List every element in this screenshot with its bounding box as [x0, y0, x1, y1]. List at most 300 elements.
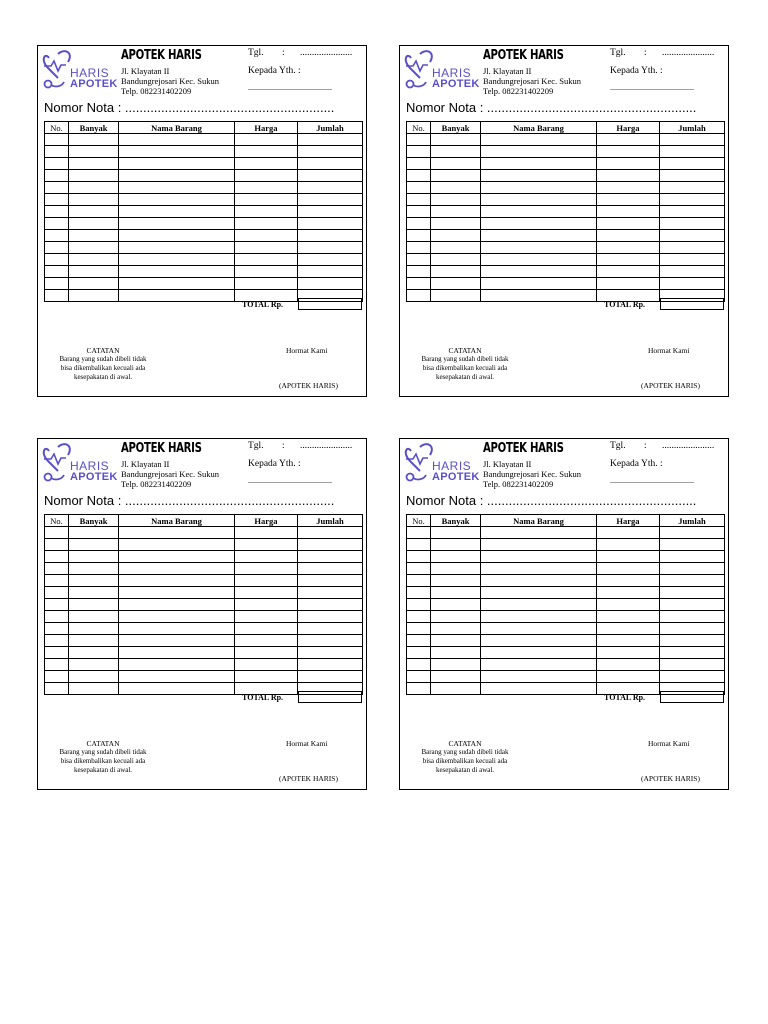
table-cell[interactable]	[119, 623, 235, 635]
table-cell[interactable]	[660, 575, 725, 587]
table-cell[interactable]	[481, 587, 597, 599]
table-cell[interactable]	[298, 218, 363, 230]
table-cell[interactable]	[660, 635, 725, 647]
table-cell[interactable]	[45, 575, 69, 587]
table-cell[interactable]	[45, 683, 69, 695]
table-cell[interactable]	[597, 539, 660, 551]
table-cell[interactable]	[481, 527, 597, 539]
table-cell[interactable]	[407, 218, 431, 230]
table-cell[interactable]	[431, 647, 481, 659]
table-cell[interactable]	[407, 683, 431, 695]
table-cell[interactable]	[69, 158, 119, 170]
table-cell[interactable]	[298, 146, 363, 158]
table-cell[interactable]	[660, 170, 725, 182]
table-cell[interactable]	[45, 254, 69, 266]
table-cell[interactable]	[660, 218, 725, 230]
table-cell[interactable]	[597, 206, 660, 218]
table-cell[interactable]	[481, 659, 597, 671]
table-cell[interactable]	[119, 158, 235, 170]
table-cell[interactable]	[431, 278, 481, 290]
table-cell[interactable]	[235, 671, 298, 683]
table-header-row	[407, 122, 725, 134]
table-cell[interactable]	[407, 290, 431, 302]
total-field[interactable]	[660, 298, 724, 310]
table-cell[interactable]	[69, 182, 119, 194]
table-cell[interactable]	[235, 539, 298, 551]
table-cell[interactable]	[597, 230, 660, 242]
table-cell[interactable]	[407, 635, 431, 647]
table-cell[interactable]	[597, 611, 660, 623]
table-cell[interactable]	[481, 635, 597, 647]
table-cell[interactable]	[481, 539, 597, 551]
table-cell[interactable]	[235, 218, 298, 230]
table-cell[interactable]	[45, 206, 69, 218]
table-row	[45, 170, 363, 182]
table-cell[interactable]	[481, 563, 597, 575]
table-cell[interactable]	[119, 146, 235, 158]
table-cell[interactable]	[660, 194, 725, 206]
table-cell[interactable]	[660, 146, 725, 158]
table-cell[interactable]	[597, 575, 660, 587]
table-cell[interactable]	[119, 218, 235, 230]
table-cell[interactable]	[69, 278, 119, 290]
table-cell[interactable]	[481, 611, 597, 623]
table-cell[interactable]	[660, 647, 725, 659]
table-cell[interactable]	[407, 671, 431, 683]
table-cell[interactable]	[69, 194, 119, 206]
table-cell[interactable]	[660, 611, 725, 623]
recipient-field[interactable]: ..........................................	[610, 476, 694, 485]
table-cell[interactable]	[235, 266, 298, 278]
table-cell[interactable]	[45, 563, 69, 575]
table-cell[interactable]	[119, 659, 235, 671]
table-cell[interactable]	[119, 635, 235, 647]
table-cell[interactable]	[660, 599, 725, 611]
table-cell[interactable]	[481, 254, 597, 266]
table-cell[interactable]	[431, 242, 481, 254]
table-cell[interactable]	[481, 266, 597, 278]
table-cell[interactable]	[45, 266, 69, 278]
table-cell[interactable]	[45, 539, 69, 551]
table-cell[interactable]	[407, 170, 431, 182]
table-cell[interactable]	[45, 242, 69, 254]
table-cell[interactable]	[660, 278, 725, 290]
table-cell[interactable]	[119, 599, 235, 611]
table-cell[interactable]	[407, 254, 431, 266]
table-cell[interactable]	[119, 290, 235, 302]
table-cell[interactable]	[119, 242, 235, 254]
table-cell[interactable]	[298, 242, 363, 254]
table-cell[interactable]	[597, 194, 660, 206]
table-cell[interactable]	[69, 230, 119, 242]
table-cell[interactable]	[481, 242, 597, 254]
table-cell[interactable]	[660, 134, 725, 146]
table-cell[interactable]	[660, 182, 725, 194]
table-cell[interactable]	[431, 146, 481, 158]
table-cell[interactable]	[298, 278, 363, 290]
table-cell[interactable]	[298, 611, 363, 623]
table-cell[interactable]	[481, 551, 597, 563]
table-cell[interactable]	[45, 587, 69, 599]
table-cell[interactable]	[235, 230, 298, 242]
table-cell[interactable]	[481, 218, 597, 230]
table-cell[interactable]	[69, 611, 119, 623]
recipient-field[interactable]: ..........................................	[248, 83, 332, 92]
table-cell[interactable]	[45, 194, 69, 206]
table-cell[interactable]	[119, 266, 235, 278]
table-cell[interactable]	[597, 587, 660, 599]
table-cell[interactable]	[235, 623, 298, 635]
table-cell[interactable]	[235, 170, 298, 182]
table-cell[interactable]	[119, 551, 235, 563]
table-cell[interactable]	[119, 230, 235, 242]
table-cell[interactable]	[407, 611, 431, 623]
table-cell[interactable]	[660, 527, 725, 539]
table-cell[interactable]	[431, 551, 481, 563]
table-cell[interactable]	[119, 254, 235, 266]
table-cell[interactable]	[69, 218, 119, 230]
table-cell[interactable]	[407, 551, 431, 563]
table-cell[interactable]	[407, 587, 431, 599]
table-cell[interactable]	[481, 182, 597, 194]
phone-number: Telp. 082231402209	[121, 86, 192, 96]
table-cell[interactable]	[298, 659, 363, 671]
logo-wordmark-haris: HARIS	[432, 459, 472, 473]
table-cell[interactable]	[119, 206, 235, 218]
table-cell[interactable]	[431, 182, 481, 194]
table-cell[interactable]	[235, 134, 298, 146]
table-cell[interactable]	[235, 575, 298, 587]
total-field[interactable]	[660, 691, 724, 703]
table-cell[interactable]	[45, 635, 69, 647]
table-cell[interactable]	[69, 683, 119, 695]
table-cell[interactable]	[481, 671, 597, 683]
table-cell[interactable]	[431, 206, 481, 218]
table-cell[interactable]	[69, 563, 119, 575]
table-cell[interactable]	[431, 563, 481, 575]
table-cell[interactable]	[431, 194, 481, 206]
table-cell[interactable]	[235, 659, 298, 671]
table-cell[interactable]	[235, 647, 298, 659]
table-cell[interactable]	[481, 683, 597, 695]
table-cell[interactable]	[481, 599, 597, 611]
table-cell[interactable]	[660, 659, 725, 671]
table-cell[interactable]	[298, 194, 363, 206]
table-cell[interactable]	[45, 671, 69, 683]
table-cell[interactable]	[235, 587, 298, 599]
table-cell[interactable]	[298, 254, 363, 266]
table-row	[407, 659, 725, 671]
table-cell[interactable]	[431, 611, 481, 623]
table-cell[interactable]	[235, 278, 298, 290]
table-cell[interactable]	[660, 623, 725, 635]
table-cell[interactable]	[407, 278, 431, 290]
table-cell[interactable]	[481, 170, 597, 182]
table-cell[interactable]	[660, 206, 725, 218]
table-cell[interactable]	[298, 230, 363, 242]
table-cell[interactable]	[660, 266, 725, 278]
date-label: Tgl.	[610, 48, 626, 58]
table-cell[interactable]	[119, 182, 235, 194]
table-cell[interactable]	[235, 599, 298, 611]
table-cell[interactable]	[298, 551, 363, 563]
table-cell[interactable]	[481, 290, 597, 302]
table-cell[interactable]	[45, 146, 69, 158]
table-cell[interactable]	[407, 647, 431, 659]
table-cell[interactable]	[597, 254, 660, 266]
table-cell[interactable]	[235, 563, 298, 575]
table-cell[interactable]	[119, 278, 235, 290]
table-cell[interactable]	[660, 254, 725, 266]
invoice-number[interactable]: Nomor Nota : ..........................................................	[406, 493, 697, 508]
table-cell[interactable]	[481, 134, 597, 146]
date-field[interactable]: ......................	[300, 48, 353, 58]
table-cell[interactable]	[45, 623, 69, 635]
table-cell[interactable]	[298, 170, 363, 182]
table-cell[interactable]	[45, 527, 69, 539]
table-cell[interactable]	[407, 659, 431, 671]
table-cell[interactable]	[481, 230, 597, 242]
date-field[interactable]: ......................	[662, 48, 715, 58]
table-cell[interactable]	[69, 266, 119, 278]
table-cell[interactable]	[298, 587, 363, 599]
table-cell[interactable]	[45, 230, 69, 242]
table-cell[interactable]	[119, 671, 235, 683]
table-cell[interactable]	[298, 539, 363, 551]
table-cell[interactable]	[481, 194, 597, 206]
table-cell[interactable]	[431, 266, 481, 278]
logo-wordmark-apotek: APOTEK	[432, 471, 480, 483]
table-cell[interactable]	[407, 206, 431, 218]
table-cell[interactable]	[235, 194, 298, 206]
table-cell[interactable]	[119, 170, 235, 182]
table-cell[interactable]	[298, 671, 363, 683]
table-cell[interactable]	[69, 170, 119, 182]
table-cell[interactable]	[45, 170, 69, 182]
table-cell[interactable]	[298, 647, 363, 659]
table-cell[interactable]	[119, 611, 235, 623]
table-cell[interactable]	[119, 587, 235, 599]
table-cell[interactable]	[431, 230, 481, 242]
table-cell[interactable]	[45, 551, 69, 563]
table-cell[interactable]	[597, 182, 660, 194]
table-cell[interactable]	[69, 587, 119, 599]
table-row	[45, 563, 363, 575]
table-cell[interactable]	[597, 635, 660, 647]
table-cell[interactable]	[597, 218, 660, 230]
table-cell[interactable]	[298, 623, 363, 635]
table-cell[interactable]	[431, 683, 481, 695]
table-cell[interactable]	[69, 254, 119, 266]
table-cell[interactable]	[298, 599, 363, 611]
table-cell[interactable]	[235, 158, 298, 170]
table-cell[interactable]	[69, 206, 119, 218]
table-cell[interactable]	[660, 587, 725, 599]
table-cell[interactable]	[660, 230, 725, 242]
table-cell[interactable]	[298, 134, 363, 146]
table-cell[interactable]	[597, 599, 660, 611]
table-cell[interactable]	[407, 563, 431, 575]
table-cell[interactable]	[431, 599, 481, 611]
table-cell[interactable]	[431, 134, 481, 146]
table-cell[interactable]	[597, 551, 660, 563]
table-cell[interactable]	[235, 146, 298, 158]
table-cell[interactable]	[69, 539, 119, 551]
table-cell[interactable]	[69, 599, 119, 611]
table-cell[interactable]	[431, 218, 481, 230]
table-cell[interactable]	[407, 230, 431, 242]
table-cell[interactable]	[298, 527, 363, 539]
table-cell[interactable]	[660, 242, 725, 254]
table-cell[interactable]	[69, 134, 119, 146]
date-field[interactable]: ......................	[662, 441, 715, 451]
table-cell[interactable]	[597, 146, 660, 158]
table-cell[interactable]	[407, 527, 431, 539]
table-cell[interactable]	[298, 575, 363, 587]
table-cell[interactable]	[69, 551, 119, 563]
table-cell[interactable]	[431, 527, 481, 539]
table-cell[interactable]	[481, 206, 597, 218]
table-cell[interactable]	[298, 563, 363, 575]
table-cell[interactable]	[481, 647, 597, 659]
phone-number: Telp. 082231402209	[483, 479, 554, 489]
recipient-field[interactable]: ..........................................	[610, 83, 694, 92]
table-cell[interactable]	[298, 182, 363, 194]
table-cell[interactable]	[298, 266, 363, 278]
table-cell[interactable]	[119, 527, 235, 539]
notes-text: Barang yang sudah dibeli tidak bisa dikembalikan kecuali ada kesepakatan di awal.	[59, 748, 147, 774]
table-cell[interactable]	[407, 146, 431, 158]
signature-name: (APOTEK HARIS)	[641, 774, 700, 783]
table-cell[interactable]	[597, 158, 660, 170]
table-cell[interactable]	[431, 587, 481, 599]
table-cell[interactable]	[45, 278, 69, 290]
table-cell[interactable]	[45, 158, 69, 170]
table-cell[interactable]	[407, 182, 431, 194]
table-cell[interactable]	[119, 539, 235, 551]
table-cell[interactable]	[235, 527, 298, 539]
table-cell[interactable]	[69, 575, 119, 587]
table-cell[interactable]	[431, 254, 481, 266]
table-cell[interactable]	[69, 242, 119, 254]
table-cell[interactable]	[597, 266, 660, 278]
table-cell[interactable]	[597, 659, 660, 671]
table-cell[interactable]	[407, 575, 431, 587]
table-cell[interactable]	[69, 527, 119, 539]
table-cell[interactable]	[431, 623, 481, 635]
table-cell[interactable]	[481, 575, 597, 587]
items-table	[406, 121, 725, 302]
table-cell[interactable]	[407, 242, 431, 254]
invoice-number[interactable]: Nomor Nota : ..........................................................	[44, 100, 335, 115]
table-cell[interactable]	[660, 671, 725, 683]
table-cell[interactable]	[45, 290, 69, 302]
table-cell[interactable]	[45, 218, 69, 230]
table-cell[interactable]	[481, 158, 597, 170]
table-cell[interactable]	[119, 575, 235, 587]
recipient-field[interactable]: ..........................................	[248, 476, 332, 485]
table-cell[interactable]	[69, 290, 119, 302]
table-cell[interactable]	[660, 551, 725, 563]
table-cell[interactable]	[119, 563, 235, 575]
table-cell[interactable]	[119, 683, 235, 695]
table-cell[interactable]	[119, 194, 235, 206]
table-cell[interactable]	[298, 206, 363, 218]
table-cell[interactable]	[45, 659, 69, 671]
table-cell[interactable]	[597, 671, 660, 683]
table-cell[interactable]	[597, 527, 660, 539]
table-cell[interactable]	[407, 599, 431, 611]
table-cell[interactable]	[660, 563, 725, 575]
table-cell[interactable]	[45, 611, 69, 623]
table-cell[interactable]	[431, 671, 481, 683]
table-cell[interactable]	[660, 158, 725, 170]
table-cell[interactable]	[407, 134, 431, 146]
total-field[interactable]	[298, 691, 362, 703]
table-cell[interactable]	[597, 563, 660, 575]
table-cell[interactable]	[69, 623, 119, 635]
table-cell[interactable]	[45, 647, 69, 659]
table-cell[interactable]	[431, 659, 481, 671]
table-cell[interactable]	[235, 635, 298, 647]
table-cell[interactable]	[481, 146, 597, 158]
table-cell[interactable]	[235, 206, 298, 218]
table-cell[interactable]	[431, 290, 481, 302]
table-cell[interactable]	[45, 599, 69, 611]
table-cell[interactable]	[69, 671, 119, 683]
table-cell[interactable]	[235, 254, 298, 266]
table-cell[interactable]	[69, 146, 119, 158]
table-cell[interactable]	[407, 158, 431, 170]
table-cell[interactable]	[69, 647, 119, 659]
table-cell[interactable]	[597, 134, 660, 146]
table-cell[interactable]	[431, 635, 481, 647]
table-cell[interactable]	[431, 539, 481, 551]
table-cell[interactable]	[119, 647, 235, 659]
table-cell[interactable]	[597, 278, 660, 290]
table-cell[interactable]	[597, 647, 660, 659]
table-cell[interactable]	[69, 635, 119, 647]
invoice-number[interactable]: Nomor Nota : ..........................................................	[406, 100, 697, 115]
table-cell[interactable]	[235, 551, 298, 563]
table-cell[interactable]	[481, 278, 597, 290]
table-cell[interactable]	[597, 170, 660, 182]
table-cell[interactable]	[235, 242, 298, 254]
table-cell[interactable]	[119, 134, 235, 146]
table-cell[interactable]	[431, 575, 481, 587]
table-cell[interactable]	[431, 158, 481, 170]
table-cell[interactable]	[481, 623, 597, 635]
date-field[interactable]: ......................	[300, 441, 353, 451]
table-cell[interactable]	[407, 539, 431, 551]
table-cell[interactable]	[597, 242, 660, 254]
table-cell[interactable]	[431, 170, 481, 182]
table-cell[interactable]	[407, 266, 431, 278]
invoice-number[interactable]: Nomor Nota : ..........................................................	[44, 493, 335, 508]
table-cell[interactable]	[45, 182, 69, 194]
table-cell[interactable]	[69, 659, 119, 671]
table-cell[interactable]	[407, 623, 431, 635]
table-cell[interactable]	[298, 158, 363, 170]
table-cell[interactable]	[660, 539, 725, 551]
table-cell[interactable]	[597, 623, 660, 635]
table-cell[interactable]	[407, 194, 431, 206]
total-field[interactable]	[298, 298, 362, 310]
table-cell[interactable]	[235, 611, 298, 623]
table-cell[interactable]	[45, 134, 69, 146]
table-cell[interactable]	[298, 635, 363, 647]
table-cell[interactable]	[235, 182, 298, 194]
